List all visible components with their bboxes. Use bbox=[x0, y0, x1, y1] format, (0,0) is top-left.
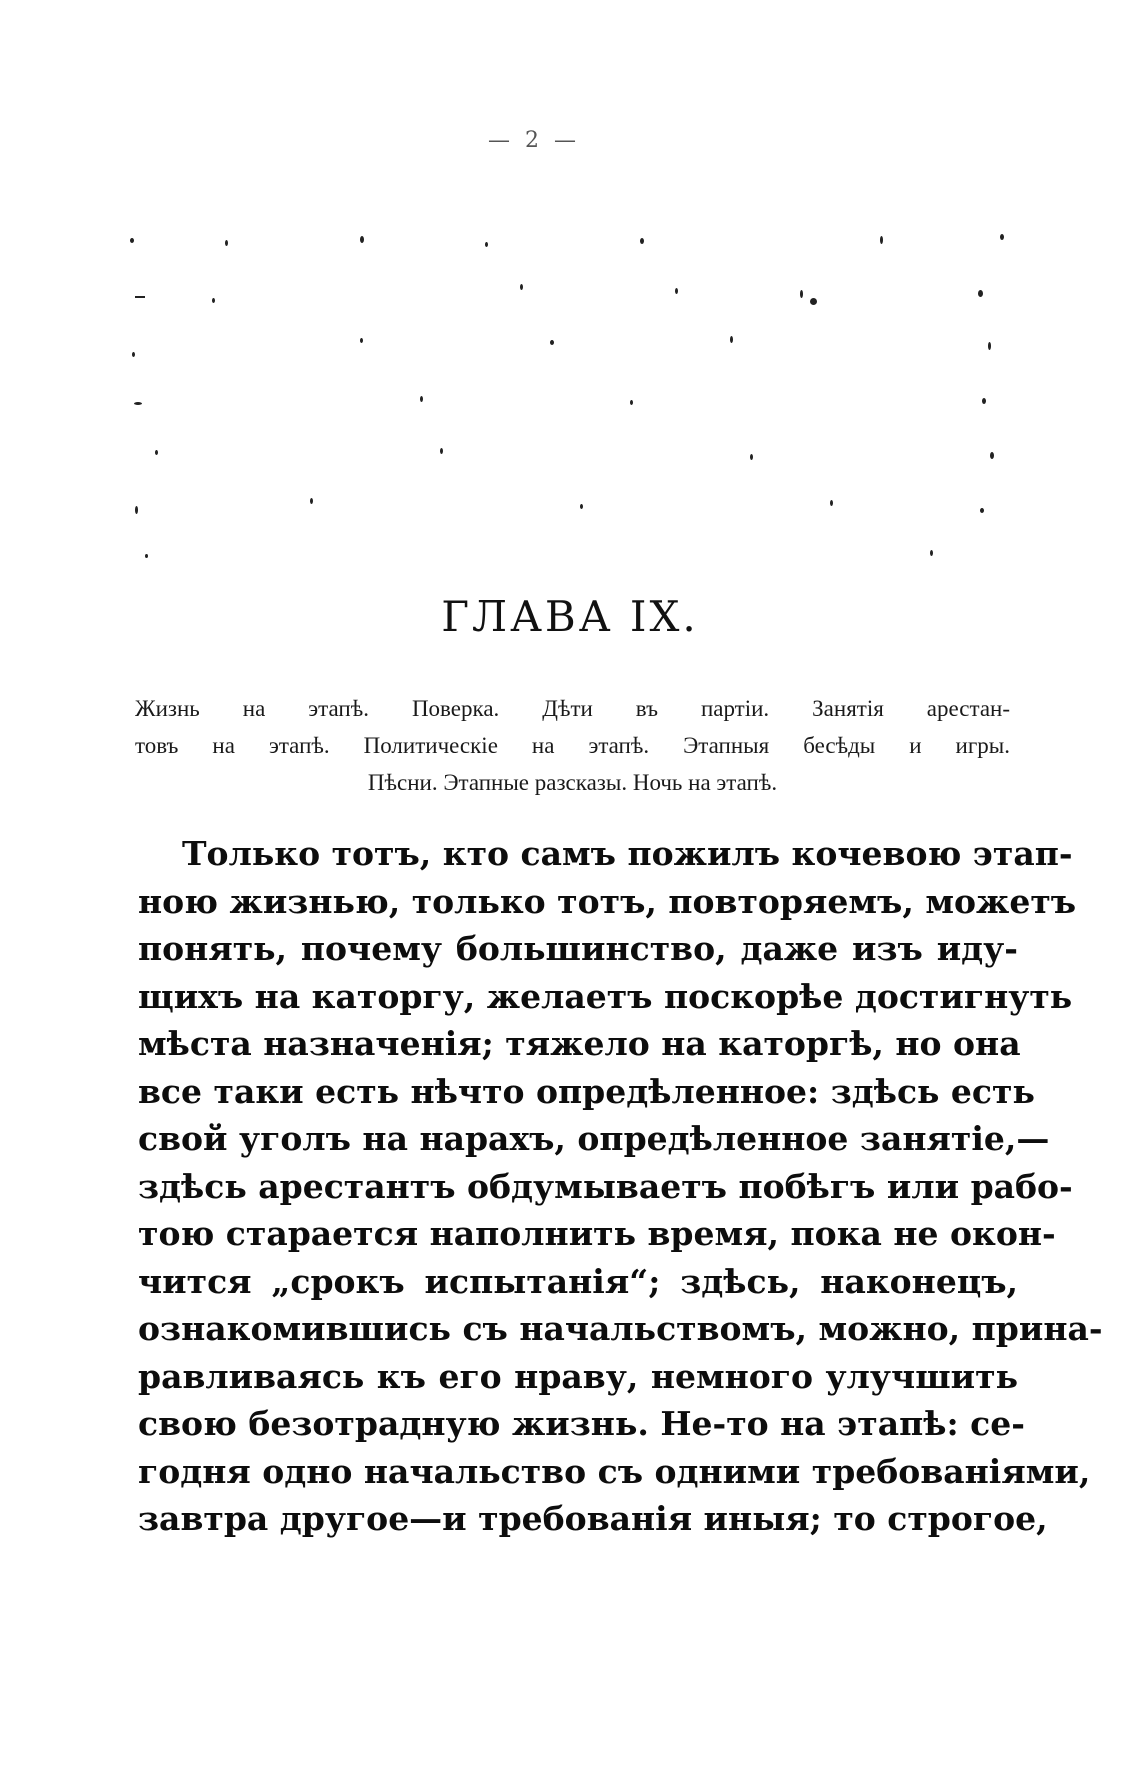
speck bbox=[485, 242, 488, 247]
speck bbox=[675, 288, 678, 294]
chapter-title: ГЛАВА IX. bbox=[441, 592, 699, 641]
speck bbox=[135, 506, 138, 514]
body-line: понять, почему большинство, даже изъ иду- bbox=[138, 929, 1018, 968]
body-line: здѣсь арестантъ обдумываетъ побѣгъ или рабо- bbox=[138, 1166, 1073, 1206]
speck bbox=[988, 342, 991, 350]
summary-line: Пѣсни. Этапные разсказы. Ночь на этапѣ. bbox=[367, 770, 778, 795]
speck bbox=[1000, 234, 1004, 240]
speck bbox=[580, 504, 583, 509]
speck bbox=[155, 450, 158, 455]
speck bbox=[310, 498, 313, 504]
speck bbox=[978, 290, 983, 297]
speck bbox=[135, 296, 145, 298]
speck bbox=[132, 352, 135, 357]
body-line: ною жизнью, только тотъ, повторяемъ, можетъ bbox=[138, 881, 1077, 921]
page-number: — 2 — bbox=[488, 128, 580, 153]
speck bbox=[360, 338, 363, 343]
speck bbox=[550, 340, 554, 345]
speck bbox=[134, 402, 142, 405]
speck bbox=[145, 554, 148, 558]
body-line: мѣста назначенія; тяжело на каторгѣ, но она bbox=[138, 1024, 1021, 1063]
body-line: равливаясь къ его нраву, немного улучшить bbox=[138, 1356, 1018, 1396]
speck bbox=[810, 298, 817, 305]
speck bbox=[630, 400, 633, 405]
speck bbox=[930, 550, 933, 556]
body-line: чится „срокъ испытанія“; здѣсь, наконецъ, bbox=[138, 1261, 1018, 1301]
speck bbox=[640, 238, 644, 244]
speck bbox=[990, 452, 994, 459]
body-line: ознакомившись съ начальствомъ, можно, прина- bbox=[138, 1309, 1103, 1348]
speck bbox=[982, 398, 986, 404]
speck bbox=[830, 500, 833, 506]
chapter-summary bbox=[135, 690, 1010, 801]
summary-line: Жизнь на этапѣ. Поверка. Дѣти въ партіи. Занятія арестан- bbox=[135, 696, 1010, 721]
speck bbox=[440, 448, 443, 454]
summary-line: товъ на этапѣ. Политическіе на этапѣ. Этапныя бесѣды и игры. bbox=[135, 733, 1010, 758]
speck bbox=[800, 290, 803, 298]
speck bbox=[880, 236, 883, 244]
body-line: годня одно начальство съ одними требованіями, bbox=[138, 1451, 1091, 1491]
body-line: щихъ на каторгу, желаетъ поскорѣе достигнуть bbox=[138, 976, 1073, 1016]
body-line: свой уголъ на нарахъ, опредѣленное занятіе,— bbox=[138, 1119, 1050, 1158]
body-line: все таки есть нѣчто опредѣленное: здѣсь есть bbox=[138, 1071, 1035, 1111]
body-line: тою старается наполнить время, пока не окон- bbox=[138, 1214, 1056, 1253]
body-paragraph bbox=[138, 830, 1103, 1543]
body-line: свою безотрадную жизнь. Не-то на этапѣ: се- bbox=[138, 1404, 1025, 1443]
body-line: завтра другое—и требованія иныя; то строгое, bbox=[138, 1499, 1048, 1538]
speck bbox=[360, 236, 364, 243]
body-line: Только тотъ, кто самъ пожилъ кочевою этап- bbox=[182, 834, 1073, 873]
speck bbox=[750, 454, 753, 460]
speck bbox=[520, 284, 523, 290]
speck bbox=[225, 240, 228, 246]
speck bbox=[130, 238, 134, 243]
speck bbox=[420, 396, 423, 402]
speck bbox=[212, 298, 215, 303]
print-noise bbox=[130, 228, 1010, 558]
speck bbox=[730, 336, 733, 343]
speck bbox=[980, 508, 984, 513]
